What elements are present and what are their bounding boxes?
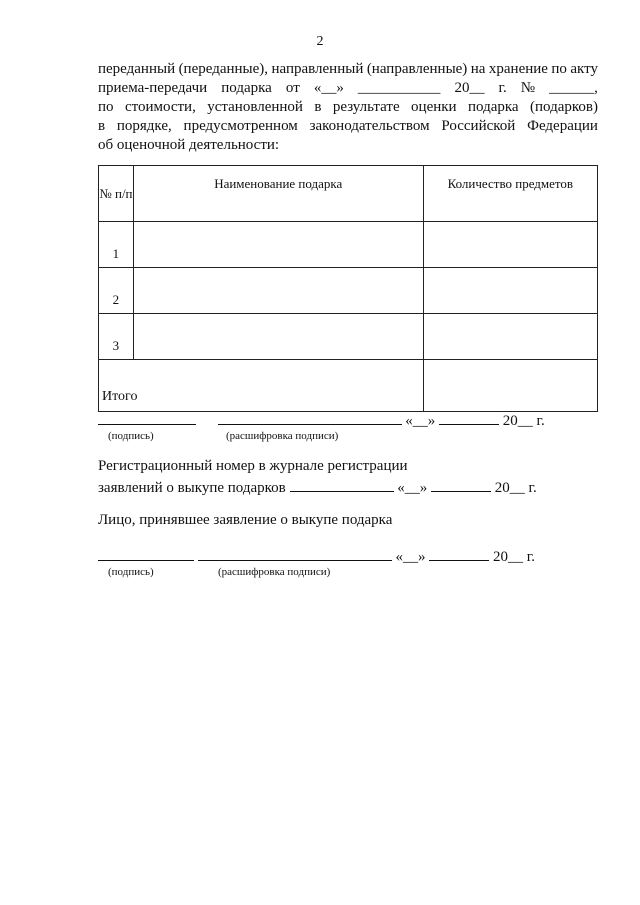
table-header-row <box>99 166 598 222</box>
row-number: 2 <box>99 268 134 314</box>
row-number: 1 <box>99 222 134 268</box>
page-number: 2 <box>316 34 324 49</box>
signature-decode-field[interactable] <box>218 410 402 425</box>
date-day: «__» <box>405 413 436 429</box>
intro-line-2: приема-передачи подарка от «__» ___________ 20__ г. № ______, <box>98 80 598 96</box>
total-label: Итого <box>99 360 424 412</box>
acceptor-label: Лицо, принявшее заявление о выкупе подарка <box>98 512 393 528</box>
row-quantity-cell[interactable] <box>423 268 597 314</box>
intro-paragraph <box>98 60 598 155</box>
registration-line-2 <box>98 477 598 497</box>
date-day: «__» <box>397 480 428 496</box>
registration-line-1: Регистрационный номер в журнале регистрации <box>98 458 408 474</box>
table-row <box>99 268 598 314</box>
row-name-cell[interactable] <box>133 268 423 314</box>
row-name-cell[interactable] <box>133 314 423 360</box>
date-year: 20__ г. <box>502 413 545 429</box>
date-month-field[interactable] <box>429 546 489 561</box>
total-quantity-cell[interactable] <box>423 360 597 412</box>
intro-line-1: переданный (переданные), направленный (направленные) на хранение по акту <box>98 61 598 77</box>
table-row <box>99 222 598 268</box>
date-month-field[interactable] <box>431 477 491 492</box>
header-quantity: Количество предметов <box>423 166 597 222</box>
date-month-field[interactable] <box>439 410 499 425</box>
row-number: 3 <box>99 314 134 360</box>
row-name-cell[interactable] <box>133 222 423 268</box>
signature-field[interactable] <box>98 410 196 425</box>
caption-decode: (расшифровка подписи) <box>218 566 331 578</box>
signature-line-2 <box>98 546 598 566</box>
registration-label: заявлений о выкупе подарков <box>98 480 286 496</box>
signature-decode-field[interactable] <box>198 546 392 561</box>
caption-signature: (подпись) <box>108 430 154 442</box>
table-row <box>99 314 598 360</box>
caption-signature: (подпись) <box>108 566 154 578</box>
intro-line-4: в порядке, предусмотренном законодательством Российской Федерации <box>98 118 598 134</box>
date-day: «__» <box>395 549 426 565</box>
date-year: 20__ г. <box>493 549 535 565</box>
table-total-row <box>99 360 598 412</box>
signature-field[interactable] <box>98 546 194 561</box>
caption-decode: (расшифровка подписи) <box>226 430 339 442</box>
header-name: Наименование подарка <box>133 166 423 222</box>
header-number: № п/п <box>99 166 134 222</box>
row-quantity-cell[interactable] <box>423 222 597 268</box>
date-year: 20__ г. <box>494 480 537 496</box>
intro-line-3: по стоимости, установленной в результате оценки подарка (подарков) <box>98 99 598 115</box>
row-quantity-cell[interactable] <box>423 314 597 360</box>
gifts-table <box>98 165 598 412</box>
intro-line-5: об оценочной деятельности: <box>98 137 280 153</box>
registration-number-field[interactable] <box>290 477 394 492</box>
signature-line-1 <box>98 410 598 430</box>
